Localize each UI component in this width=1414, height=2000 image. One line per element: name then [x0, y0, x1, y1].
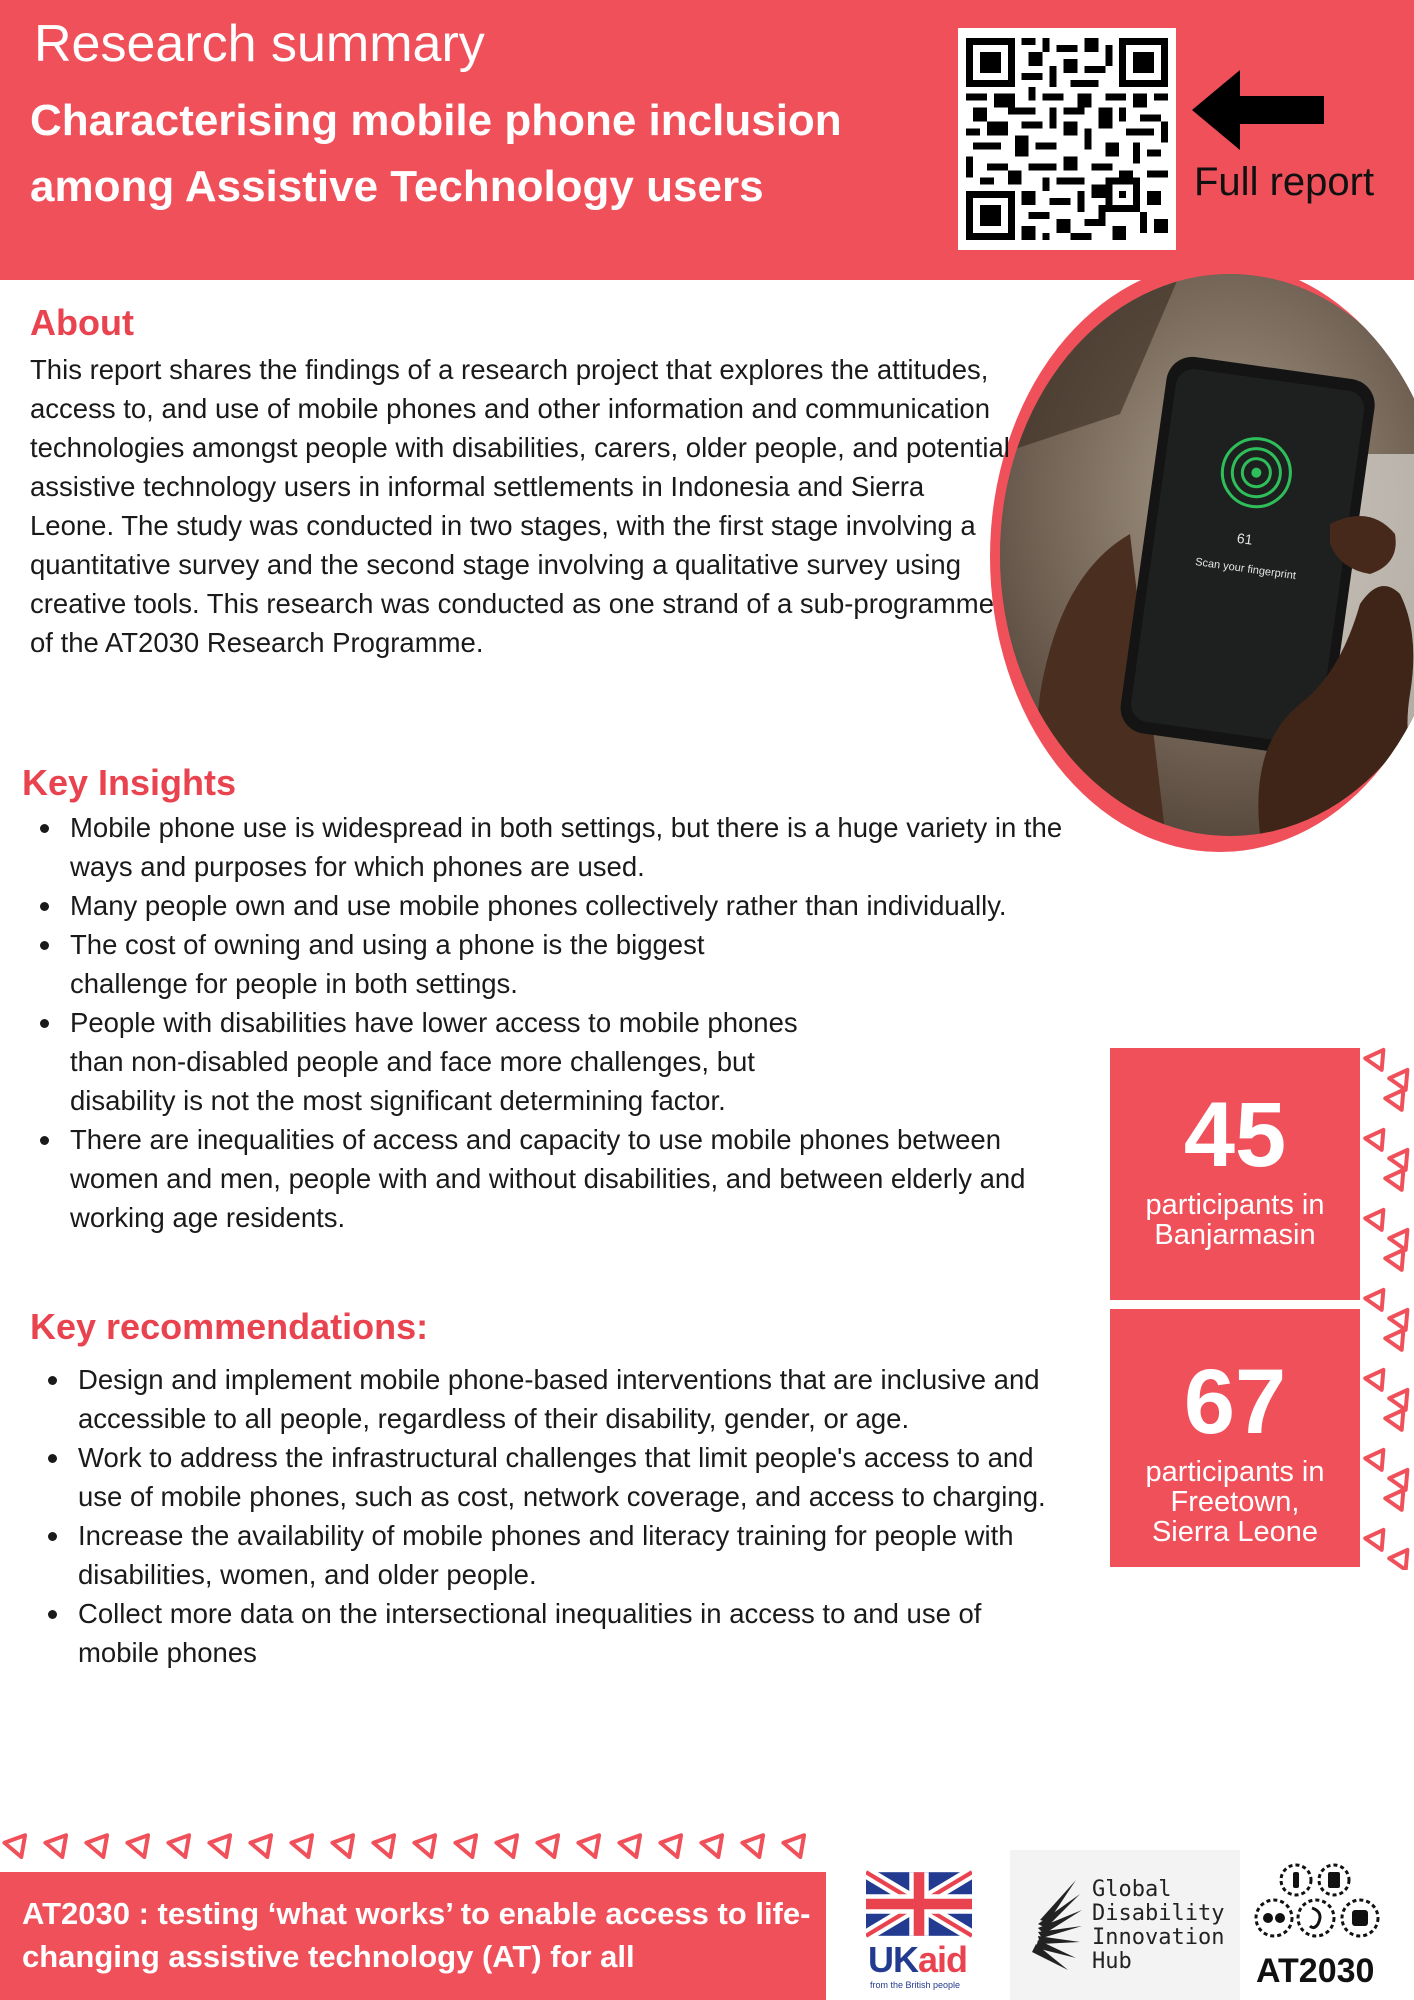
recommendation-item: Increase the availability of mobile phones and literacy training for people with disabilities, women, and older people. — [30, 1516, 1090, 1594]
triangle-ornament — [1365, 1210, 1390, 1234]
triangle-ornament — [4, 1835, 31, 1861]
insights-list — [22, 808, 1112, 1237]
triangle-ornament — [537, 1835, 564, 1861]
gdi-hub-mark-icon — [1020, 1870, 1082, 1980]
at2030-logo — [1252, 1862, 1402, 1998]
triangle-pattern-bottom — [0, 1824, 820, 1872]
triangle-ornament — [783, 1835, 810, 1861]
stat-label-line: participants in — [1145, 1456, 1325, 1488]
union-flag-icon — [866, 1870, 972, 1938]
triangle-ornament — [168, 1835, 195, 1861]
triangle-ornament — [1385, 1490, 1410, 1514]
full-report-label[interactable]: Full report — [1194, 160, 1375, 204]
triangle-ornament — [1365, 1050, 1390, 1074]
triangle-ornament — [1385, 1330, 1410, 1354]
triangle-ornament — [45, 1835, 72, 1861]
gdi-hub-logo — [1010, 1850, 1240, 2000]
triangle-ornament — [414, 1835, 441, 1861]
screen-percent: 61 — [1236, 529, 1254, 548]
triangle-ornament — [619, 1835, 646, 1861]
insight-item: People with disabilities have lower access to mobile phones than non-disabled people and face more challenges, but disability is not the most significant determining factor. — [22, 1003, 1112, 1120]
triangle-ornament — [373, 1835, 400, 1861]
qr-code-icon — [966, 36, 1168, 242]
triangle-ornament — [332, 1835, 359, 1861]
ukaid-subtitle: from the British people — [870, 1980, 961, 1990]
eyebrow-label: Research summary — [34, 15, 485, 73]
at2030-icons-cluster-icon — [1252, 1862, 1402, 1950]
triangle-ornament — [1389, 1550, 1414, 1570]
stat-value: 45 — [1183, 1084, 1287, 1186]
stat-value: 67 — [1183, 1351, 1287, 1453]
stat-label-line: Banjarmasin — [1154, 1219, 1316, 1251]
recommendation-item: Collect more data on the intersectional inequalities in access to and use of mobile phones — [30, 1594, 1090, 1672]
ukaid-logo — [866, 1870, 976, 1992]
triangle-ornament — [209, 1835, 236, 1861]
ukaid-wordmark: UKaid — [868, 1939, 968, 1980]
screen-caption: Scan your fingerprint — [1194, 556, 1297, 583]
qr-code[interactable] — [958, 28, 1176, 250]
triangle-ornament — [660, 1835, 687, 1861]
triangle-ornament — [1365, 1450, 1390, 1474]
insight-item: Many people own and use mobile phones collectively rather than individually. — [22, 886, 1112, 925]
insight-item: Mobile phone use is widespread in both settings, but there is a huge variety in the ways and purposes for which phones are used. — [22, 808, 1112, 886]
triangle-ornament — [496, 1835, 523, 1861]
about-heading: About — [30, 302, 134, 343]
triangle-ornament — [742, 1835, 769, 1861]
triangle-ornament — [1385, 1410, 1410, 1434]
recommendation-item: Work to address the infrastructural challenges that limit people's access to and use of mobile phones, such as cost, network coverage, and access to charging. — [30, 1438, 1090, 1516]
footer-band — [0, 1872, 826, 2000]
triangle-ornament — [1365, 1370, 1390, 1394]
recommendation-item: Design and implement mobile phone-based interventions that are inclusive and accessible to all people, regardless of their disability, gender, or age. — [30, 1360, 1090, 1438]
triangle-ornament — [701, 1835, 728, 1861]
triangle-ornament — [1365, 1130, 1390, 1154]
triangle-ornament — [250, 1835, 277, 1861]
phone-fingerprint-photo — [1000, 274, 1414, 836]
stat-card-banjarmasin — [1110, 1048, 1360, 1300]
triangle-ornament — [578, 1835, 605, 1861]
phone-photo-illustration — [1000, 274, 1414, 836]
triangle-ornament — [127, 1835, 154, 1861]
stat-card-freetown — [1110, 1309, 1360, 1567]
stat-label-line: Sierra Leone — [1151, 1516, 1319, 1548]
triangle-ornament — [1385, 1090, 1410, 1114]
gdi-hub-text: Global Disability Innovation Hub — [1092, 1877, 1225, 1974]
triangle-ornament — [455, 1835, 482, 1861]
stat-label-line: participants in — [1145, 1189, 1325, 1221]
at2030-wordmark: AT2030 — [1256, 1952, 1375, 1990]
insights-heading: Key Insights — [22, 762, 237, 803]
arrow-left-icon — [1192, 68, 1324, 152]
triangle-ornament — [1385, 1170, 1410, 1194]
triangle-ornament — [1385, 1250, 1410, 1274]
page-title: Characterising mobile phone inclusion among Assistive Technology users — [30, 96, 842, 211]
insight-item: There are inequalities of access and capacity to use mobile phones between women and men, people with and without disabilities, and between elderly and working age residents. — [22, 1120, 1112, 1237]
recommendations-list — [30, 1360, 1090, 1672]
footer-tagline: AT2030 : testing ‘what works’ to enable access to life-changing assistive technology (AT) for all — [22, 1896, 811, 1974]
triangle-ornament — [291, 1835, 318, 1861]
insight-item: The cost of owning and using a phone is the biggest challenge for people in both settings. — [22, 925, 1112, 1003]
triangle-pattern-side — [1362, 1044, 1414, 1570]
stat-label-line: Freetown, — [1170, 1486, 1300, 1518]
triangle-ornament — [1365, 1290, 1390, 1314]
photo-frame — [990, 262, 1414, 852]
triangle-ornament — [86, 1835, 113, 1861]
about-body: This report shares the findings of a research project that explores the attitudes, access to, and use of mobile phones and other information and communication technologies amongst people with disabilities, carers, older people, and potential assistive technology users in informal settlements in Indonesia and Sierra Leone. The study was conducted in two stages, with the first stage involving a quantitative survey and the second stage involving a qualitative survey using creative tools. This research was conducted as one strand of a sub-programme of the AT2030 Research Programme. — [30, 354, 1010, 658]
header-banner — [0, 0, 1414, 280]
recommendations-heading: Key recommendations: — [30, 1306, 429, 1347]
triangle-ornament — [1365, 1530, 1390, 1554]
